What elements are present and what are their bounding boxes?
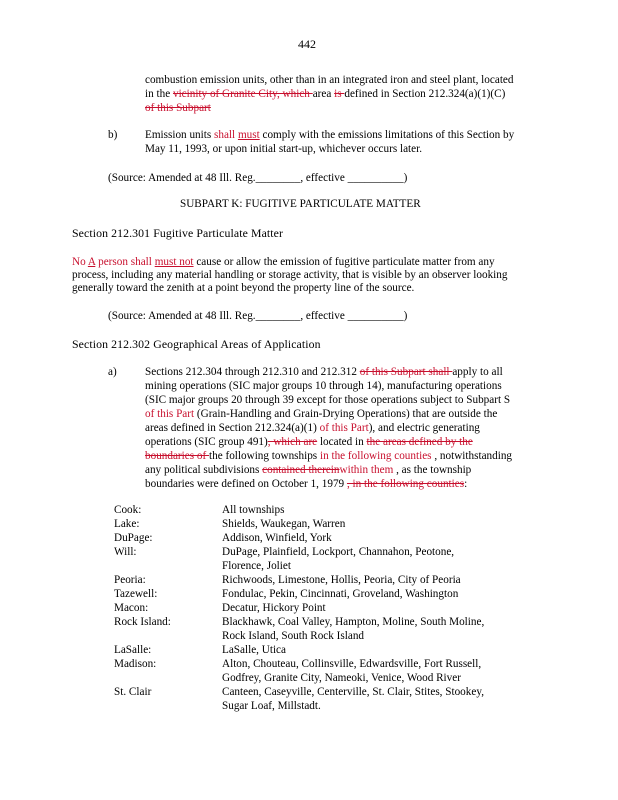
paragraph-line: boundaries of the following townships in the following counties , notwithstanding	[145, 450, 513, 462]
township-list: Rock Island, South Rock Island	[222, 630, 365, 642]
paragraph-line: of this Part (Grain-Handling and Grain-Drying Operations) that are outside the	[145, 408, 498, 420]
paragraph-line: Emission units shall must comply with the emissions limitations of this Section by	[145, 129, 515, 141]
inserted-text: must	[237, 129, 260, 141]
section-heading: Section 212.301 Fugitive Particulate Matter	[72, 226, 284, 240]
county-name: DuPage:	[114, 532, 153, 544]
county-name: Will:	[114, 546, 137, 558]
inserted-text: within them	[339, 464, 394, 476]
deleted-text: , which are	[267, 436, 318, 448]
inserted-text: shall	[214, 129, 236, 141]
county-name: Rock Island:	[114, 616, 171, 628]
county-name: Tazewell:	[114, 588, 158, 600]
deleted-text: boundaries of	[145, 450, 210, 462]
township-list: Florence, Joliet	[222, 560, 291, 572]
township-list: Canteen, Caseyville, Centerville, St. Clair, Stites, Stookey,	[222, 686, 485, 698]
township-list: Blackhawk, Coal Valley, Hampton, Moline, South Moline,	[222, 616, 485, 628]
county-name: LaSalle:	[114, 644, 152, 656]
paragraph-line: (SIC major groups 20 through 39 except for those operations subject to Subpart S	[145, 394, 511, 406]
township-list: Fondulac, Pekin, Cincinnati, Groveland, Washington	[222, 588, 459, 600]
paragraph-line: process, including any material handling or storage activity, that is visible by an observer looking	[72, 269, 508, 281]
inserted-text: in the following counties	[319, 450, 432, 462]
subsection-label: a)	[108, 366, 117, 378]
paragraph-line: areas defined in Section 212.324(a)(1) of this Part), and electric generating	[145, 422, 480, 434]
county-name: Macon:	[114, 602, 149, 614]
subpart-title: SUBPART K: FUGITIVE PARTICULATE MATTER	[180, 198, 421, 210]
deleted-text: of this Subpart	[145, 102, 211, 114]
township-list: Alton, Chouteau, Collinsville, Edwardsville, Fort Russell,	[222, 658, 482, 670]
deleted-text: of this Subpart shall	[359, 366, 453, 378]
township-list: All townships	[222, 504, 285, 516]
county-name: St. Clair	[114, 686, 152, 698]
township-list: DuPage, Plainfield, Lockport, Channahon, Peotone,	[222, 546, 455, 558]
inserted-text: of this Part	[319, 422, 369, 434]
county-name: Madison:	[114, 658, 157, 670]
paragraph-line: operations (SIC group 491), which are located in the areas defined by the	[145, 436, 473, 448]
paragraph-line: No A person shall must not cause or allow the emission of fugitive particulate matter from any	[72, 256, 495, 268]
township-list: Decatur, Hickory Point	[222, 602, 326, 614]
paragraph-line: Sections 212.304 through 212.310 and 212.312 of this Subpart shall apply to all	[145, 366, 503, 378]
township-list: Sugar Loaf, Millstadt.	[222, 700, 321, 712]
township-list: Richwoods, Limestone, Hollis, Peoria, City of Peoria	[222, 574, 461, 586]
paragraph-line: May 11, 1993, or upon initial start-up, whichever occurs later.	[145, 143, 423, 155]
paragraph-line	[145, 102, 211, 115]
inserted-text: must not	[154, 256, 194, 268]
deleted-text: , in the following counties	[346, 478, 465, 490]
county-name: Peoria:	[114, 574, 146, 586]
township-list: Shields, Waukegan, Warren	[222, 518, 346, 530]
inserted-text: shall	[130, 256, 152, 268]
source-note: (Source: Amended at 48 Ill. Reg.________, effective __________)	[108, 172, 408, 184]
paragraph-line: boundaries were defined on October 1, 1979 , in the following counties:	[145, 478, 468, 490]
paragraph-line: combustion emission units, other than in an integrated iron and steel plant, located	[145, 74, 514, 86]
paragraph-line: in the vicinity of Granite City, which area is defined in Section 212.324(a)(1)(C)	[145, 88, 506, 100]
county-name: Cook:	[114, 504, 142, 516]
section-heading: Section 212.302 Geographical Areas of Application	[72, 337, 321, 351]
page-number: 442	[298, 37, 316, 51]
paragraph-line: mining operations (SIC major groups 10 through 14), manufacturing operations	[145, 380, 502, 392]
township-list: Godfrey, Granite City, Nameoki, Venice, Wood River	[222, 672, 461, 684]
deleted-text: is	[334, 88, 345, 100]
subsection-label: b)	[108, 129, 118, 141]
township-list: Addison, Winfield, York	[222, 532, 332, 544]
township-list: LaSalle, Utica	[222, 644, 286, 656]
source-note: (Source: Amended at 48 Ill. Reg.________, effective __________)	[108, 310, 408, 322]
deleted-text: vicinity of Granite City, which	[172, 88, 313, 100]
county-name: Lake:	[114, 518, 140, 530]
inserted-text: of this Part	[145, 408, 195, 420]
paragraph-line: generally toward the zenith at a point beyond the property line of the source.	[72, 282, 415, 294]
deleted-text: the areas defined by the	[366, 436, 473, 448]
deleted-text: contained therein	[262, 464, 340, 476]
paragraph-line: any political subdivisions contained thereinwithin them , as the township	[145, 464, 472, 476]
